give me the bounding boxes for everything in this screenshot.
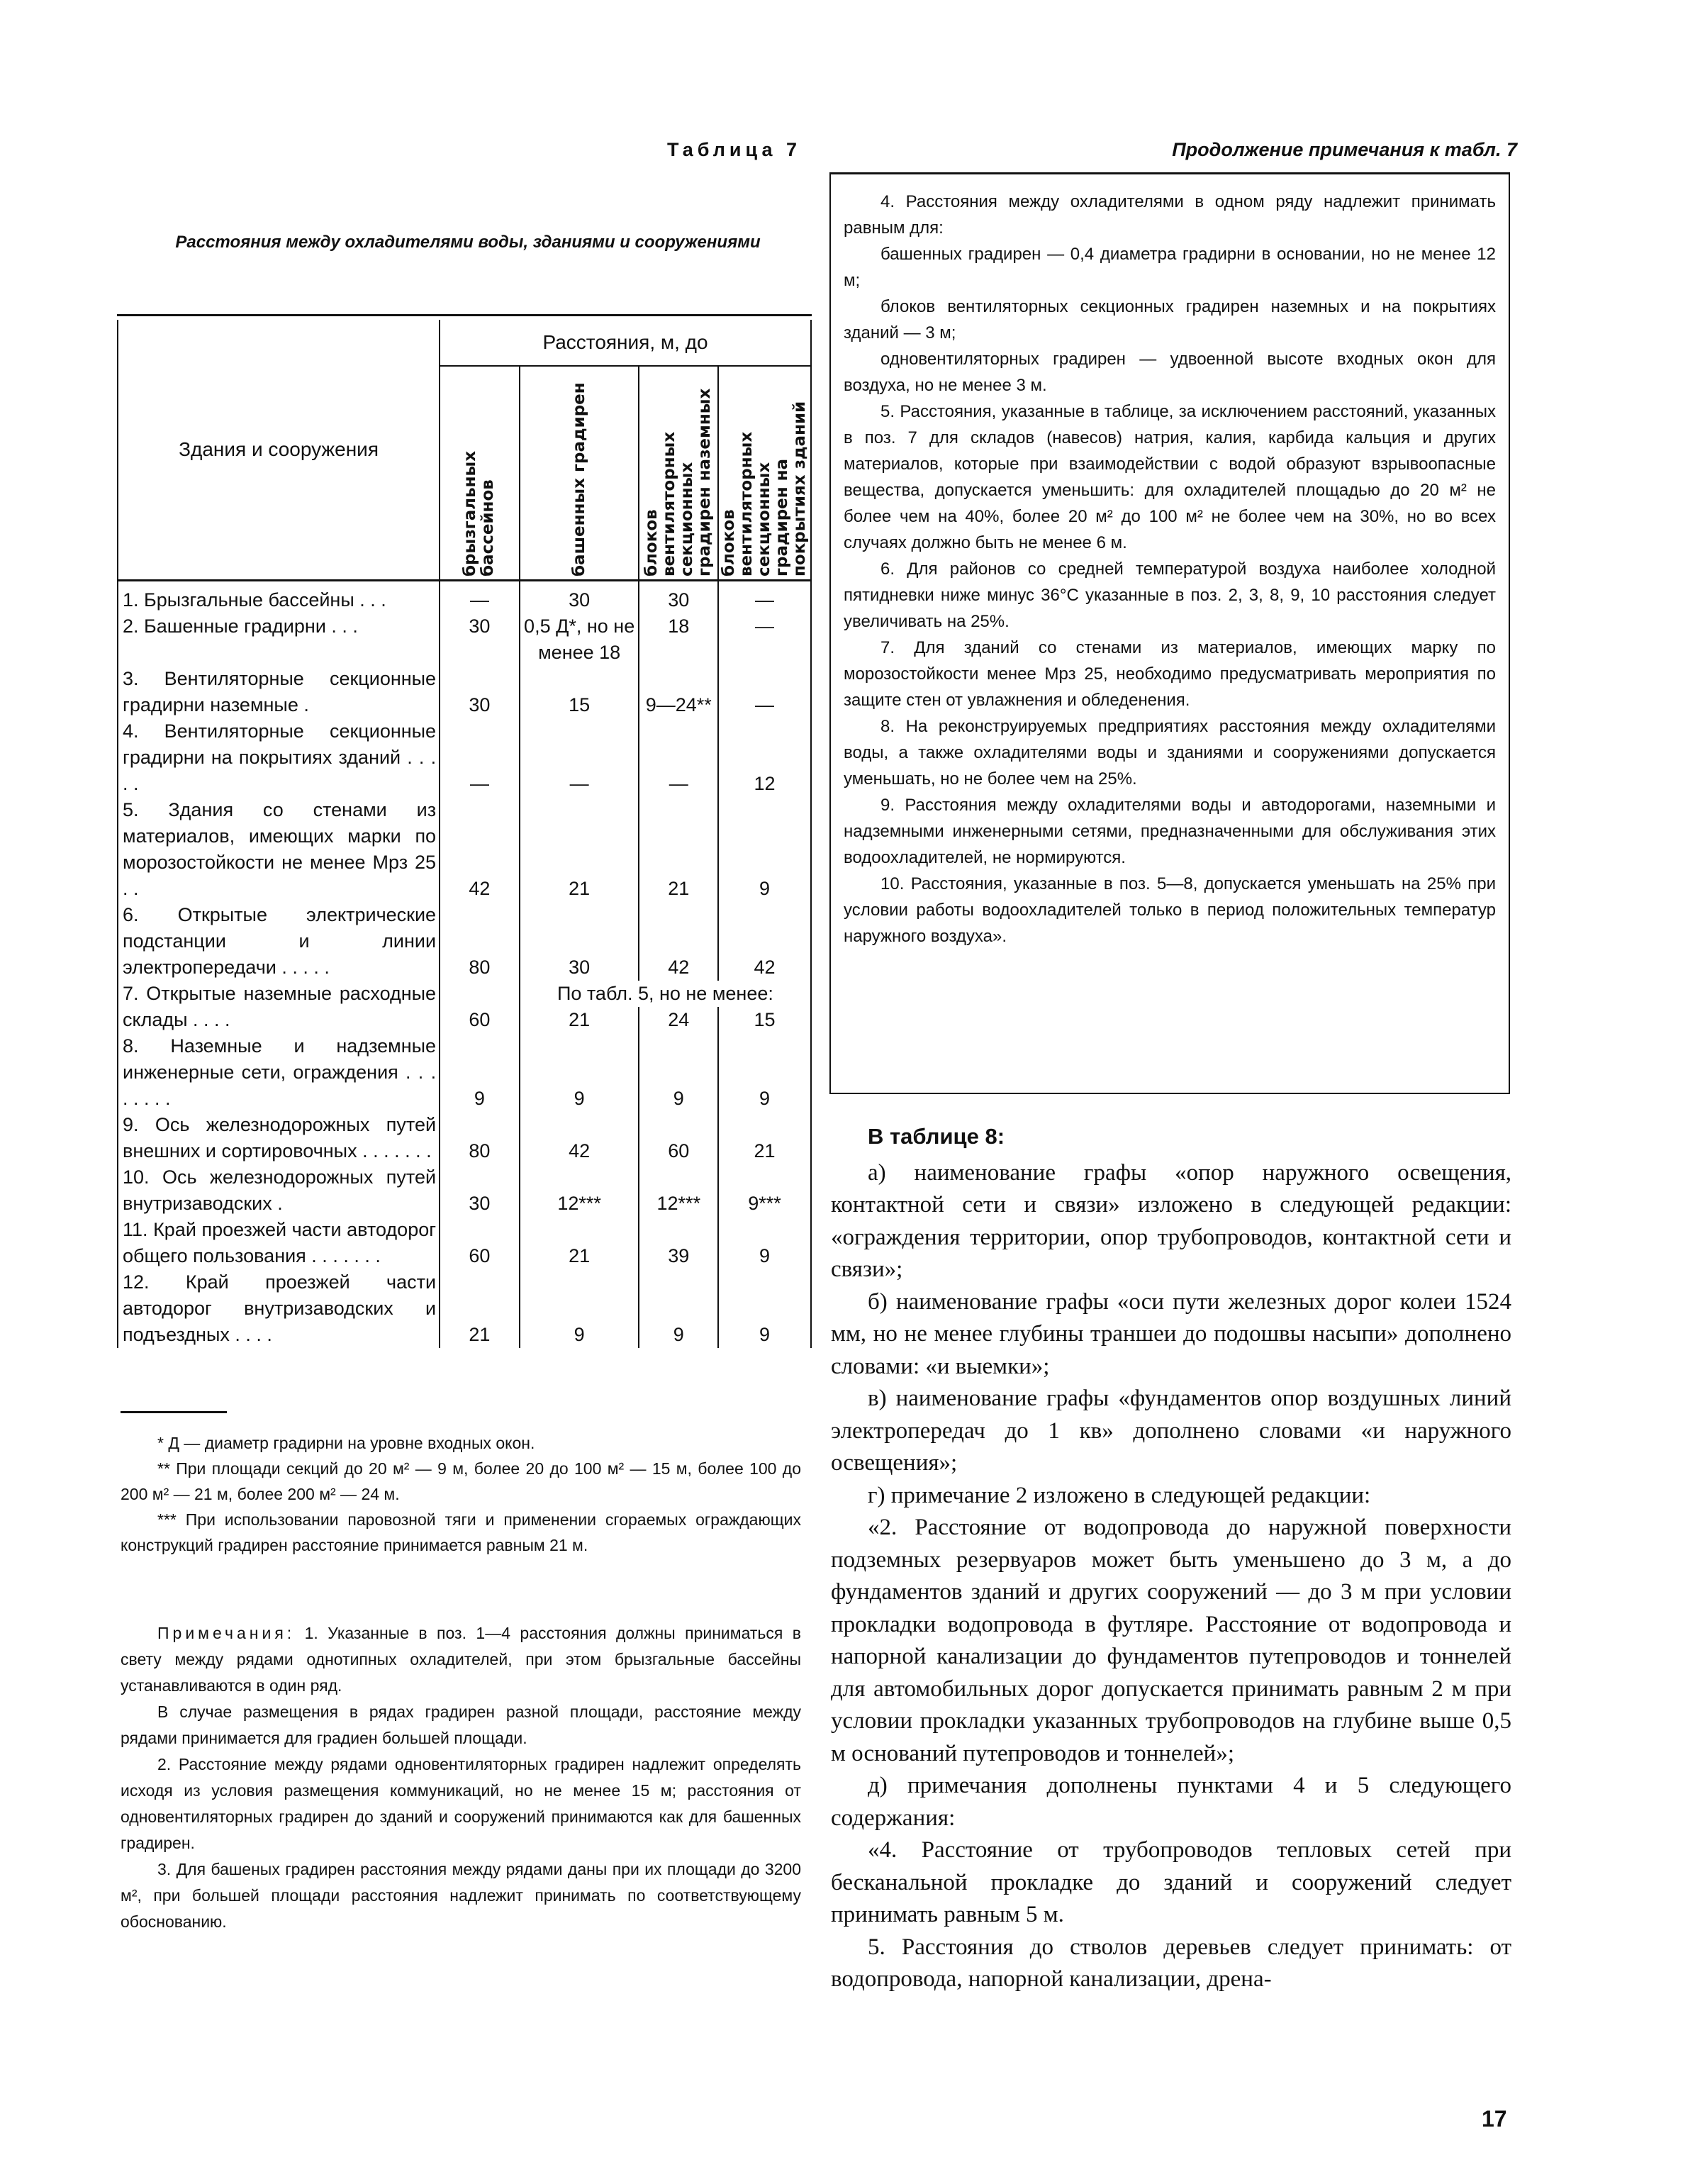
column-header-spray-ponds: брызгальных бассейнов [440, 366, 520, 581]
cell-value: 42 [520, 1112, 639, 1164]
table-title: Расстояния между охладителями воды, зданиями и сооружениями [175, 233, 761, 252]
table-8-amendments [831, 1120, 1511, 1996]
amendment-a: а) наименование графы «опор наружного освещения, контактной сети и связи» изложено в следующей редакции: «ограждения территории, опор трубопроводов, контактной сети и связи»; [831, 1159, 1511, 1282]
cell-value: 30 [440, 666, 520, 718]
row-name: 2. Башенные градирни . . . [118, 613, 440, 666]
note-8: 8. На реконструируемых предприятиях расстояния между охладителями воды, а также охладителями воды и зданиями и сооружениями допускается уменьшать, но не более чем на 25%. [844, 717, 1496, 789]
cell-value: 42 [718, 902, 811, 981]
cell-value: 60 [440, 1217, 520, 1269]
cell-value: 42 [440, 797, 520, 902]
row-name: 1. Брызгальные бассейны . . . [118, 581, 440, 613]
row-name: 3. Вентиляторные секционные градирни наземные . [118, 666, 440, 718]
cell-value: — [440, 581, 520, 613]
cell-value: 12*** [639, 1164, 718, 1217]
note-6: 6. Для районов со средней температурой воздуха наиболее холодной пятидневки ниже минус 36°С указанные в поз. 2, 3, 8, 9, 10 расстояния следует увеличивать на 25%. [844, 559, 1496, 631]
table-row [118, 718, 811, 797]
cell-value: 0,5 Д*, но не менее 18 [520, 613, 639, 666]
note-1: Примечания: 1. Указанные в поз. 1—4 расстояния должны приниматься в свету между рядами однотипных охладителей, при этом брызгальные бассейны устанавливаются в один ряд. [121, 1624, 802, 1695]
cell-value: 9 [718, 1217, 811, 1269]
note-3: 3. Для башеных градирен расстояния между рядами даны при их площади до 3200 м², при большей площади расстояния надлежит принимать по соответствующему обоснованию. [121, 1860, 801, 1931]
cell-value: 60 [440, 1007, 520, 1033]
cell-value: 39 [639, 1217, 718, 1269]
cell-value: 9 [639, 1033, 718, 1112]
column-header-roof-fan-coolers: блоков вентиляторных секционных градирен на покрытиях зданий [718, 366, 811, 581]
table-row [118, 666, 811, 718]
amendment-d: д) примечания дополнены пунктами 4 и 5 следующего содержания: [831, 1773, 1511, 1831]
table-row [118, 1164, 811, 1217]
cell-value: 9*** [718, 1164, 811, 1217]
table-row [118, 1033, 811, 1112]
cell-value: 21 [718, 1112, 811, 1164]
cell-value: 30 [520, 581, 639, 613]
page-number: 17 [1482, 2106, 1507, 2132]
footnote-1: * Д — диаметр градирни на уровне входных окон. [157, 1434, 535, 1452]
table-7 [117, 320, 812, 1348]
footnote-3: *** При использовании паровозной тяги и применении сгораемых ограждающих конструкций градирен расстояние принимается равным 21 м. [121, 1510, 801, 1554]
amendment-g: г) примечание 2 изложено в следующей редакции: [868, 1482, 1371, 1508]
row-name: 9. Ось железнодорожных путей внешних и сортировочных . . . . . . . [118, 1112, 440, 1164]
footnote-2: ** При площади секций до 20 м² — 9 м, более 20 до 100 м² — 15 м, более 100 до 200 м² — 21 м, более 200 м² — 24 м. [121, 1459, 801, 1503]
amendment-b: б) наименование графы «оси пути железных дорог колеи 1524 мм, но не менее глубины траншеи до подошвы насыпи» дополнено словами: «и выемки»; [831, 1288, 1511, 1379]
note-4-single-fan: одновентиляторных градирен — удвоенной высоте входных окон для воздуха, но не менее 3 м. [844, 350, 1496, 395]
group-header: Расстояния, м, до [440, 320, 811, 366]
row-name: 5. Здания со стенами из материалов, имеющих марки по морозостойкости не менее Мрз 25 . . [118, 797, 440, 902]
cell-value: 9 [718, 1033, 811, 1112]
note-9: 9. Расстояния между охладителями воды и автодорогами, наземными и надземными инженерными сетями, предназначенными для обслуживания этих водоохладителей, не нормируются. [844, 796, 1496, 867]
row-name: 10. Ось железнодорожных путей внутризаводских . [118, 1164, 440, 1217]
cell-value: 21 [440, 1269, 520, 1348]
cell-value: 80 [440, 902, 520, 981]
note-4-fan-blocks: блоков вентиляторных секционных градирен наземных и на покрытиях зданий — 3 м; [844, 297, 1496, 342]
table-row [118, 797, 811, 902]
cell-value: — [440, 718, 520, 797]
row-name: 4. Вентиляторные секционные градирни на покрытиях зданий . . . . . [118, 718, 440, 797]
row-name: 8. Наземные и надземные инженерные сети, ограждения . . . . . . . . [118, 1033, 440, 1112]
cell-value: — [718, 581, 811, 613]
cell-value: 12*** [520, 1164, 639, 1217]
row-name: 11. Край проезжей части автодорог общего пользования . . . . . . . [118, 1217, 440, 1269]
table-row [118, 1217, 811, 1269]
amendment-d-note-5: 5. Расстояния до стволов деревьев следует принимать: от водопровода, напорной канализации, дрена- [831, 1934, 1511, 1992]
amendment-v: в) наименование графы «фундаментов опор воздушных линий электропередач до 1 кв» дополнено словами «и наружного освещения»; [831, 1386, 1511, 1476]
note-7: 7. Для зданий со стенами из материалов, имеющих марку по морозостойкости менее Мрз 25, необходимо предусматривать мероприятия по защите стен от увлажнения и обледенения. [844, 638, 1496, 710]
column-header-tower-coolers: башенных градирен [520, 366, 639, 581]
note-5: 5. Расстояния, указанные в таблице, за исключением расстояний, указанных в поз. 7 для складов (навесов) натрия, калия, карбида кальция и других материалов, которые при взаимодействии с водой образуют взрывоопасные вещества, допускается уменьшить: для охладителей площадью до 20 м² не более чем на 40%, более 20 м² до 100 м² не более чем на 30%, но во всех случаях должно быть не менее 6 м. [844, 402, 1496, 552]
cell-value: 9 [520, 1269, 639, 1348]
cell-value: 9 [718, 797, 811, 902]
cell-value: — [520, 718, 639, 797]
cell-value: 30 [440, 613, 520, 666]
note-4: 4. Расстояния между охладителями в одном ряду надлежит принимать равным для: [844, 192, 1496, 238]
cell-value: 9 [440, 1033, 520, 1112]
continuation-label: Продолжение примечания к табл. 7 [1172, 139, 1517, 160]
table-row [118, 1269, 811, 1348]
cell-value: 42 [639, 902, 718, 981]
cell-value: 30 [639, 581, 718, 613]
note-1-cont: В случае размещения в рядах градирен разной площади, расстояние между рядами принимается для градиен большей площади. [121, 1703, 801, 1747]
cell-value: 30 [520, 902, 639, 981]
cell-value: 21 [520, 1217, 639, 1269]
cell-value: 21 [520, 797, 639, 902]
cell-value: 18 [639, 613, 718, 666]
table-label: Таблица 7 [666, 139, 801, 160]
table-row [118, 1112, 811, 1164]
notes-label: Примечания: [157, 1624, 296, 1642]
cell-value: 9 [520, 1033, 639, 1112]
cell-value: — [639, 718, 718, 797]
cell-value: 15 [520, 666, 639, 718]
row-name: 6. Открытые электрические подстанции и линии электропередачи . . . . . [118, 902, 440, 981]
table-notes [121, 1620, 801, 1935]
table-row [118, 613, 811, 666]
cell-value: 24 [639, 1007, 718, 1033]
table-row [118, 581, 811, 613]
table-row [118, 902, 811, 981]
cell-value: 9 [718, 1269, 811, 1348]
amendment-g-text: «2. Расстояние от водопровода до наружной поверхности подземных резервуаров может быть уменьшено до 3 м, а до фундаментов зданий и других сооружений — до 3 м при условии прокладки водопровода в футляре. Расстояние от водопровода и напорной канализации до фундаментов путепроводов и тоннелей для автомобильных дорог допускается принимать равным 2 м при условии прокладки указанных трубопроводов на глубине выше 0,5 м оснований путепроводов и тоннелей»; [831, 1515, 1511, 1766]
cell-value: — [718, 613, 811, 666]
table-row [118, 981, 811, 1007]
table-footnotes [121, 1411, 801, 1558]
cell-value: 21 [639, 797, 718, 902]
amendments-heading: В таблице 8: [868, 1124, 1005, 1149]
row-header: Здания и сооружения [118, 320, 440, 581]
cell-value: 12 [718, 718, 811, 797]
cell-value: 60 [639, 1112, 718, 1164]
table-top-rule [117, 314, 812, 316]
cell-value: — [718, 666, 811, 718]
amendment-d-note-4: «4. Расстояние от трубопроводов тепловых сетей при бесканальной прокладке до зданий и сооружений следует принимать равным 5 м. [831, 1837, 1511, 1927]
note-2: 2. Расстояние между рядами одновентиляторных градирен надлежит определять исходя из условия размещения коммуникаций, но не менее 15 м; расстояния от одновентиляторных градирен до зданий и сооружений принимаются как для башенных градирен. [121, 1755, 801, 1852]
notes-continuation-box [829, 172, 1510, 1094]
note-4-tower: башенных градирен — 0,4 диаметра градирни в основании, но не менее 12 м; [844, 245, 1496, 290]
cell-value: 15 [718, 1007, 811, 1033]
row-name: 7. Открытые наземные расходные склады . . . . [118, 981, 440, 1033]
column-header-ground-fan-coolers: блоков вентиляторных секционных градирен наземных [639, 366, 718, 581]
note-10: 10. Расстояния, указанные в поз. 5—8, допускается уменьшать на 25% при условии работы водоохладителей только в период положительных температур наружного воздуха». [844, 874, 1496, 946]
table-5-note: По табл. 5, но не менее: [520, 981, 811, 1007]
cell-value: 9 [639, 1269, 718, 1348]
row-name: 12. Край проезжей части автодорог внутризаводских и подъездных . . . . [118, 1269, 440, 1348]
cell-value: 30 [440, 1164, 520, 1217]
cell-value: 80 [440, 1112, 520, 1164]
cell-value: 21 [520, 1007, 639, 1033]
cell-value: 9—24** [639, 666, 718, 718]
footnote-rule [121, 1411, 227, 1413]
